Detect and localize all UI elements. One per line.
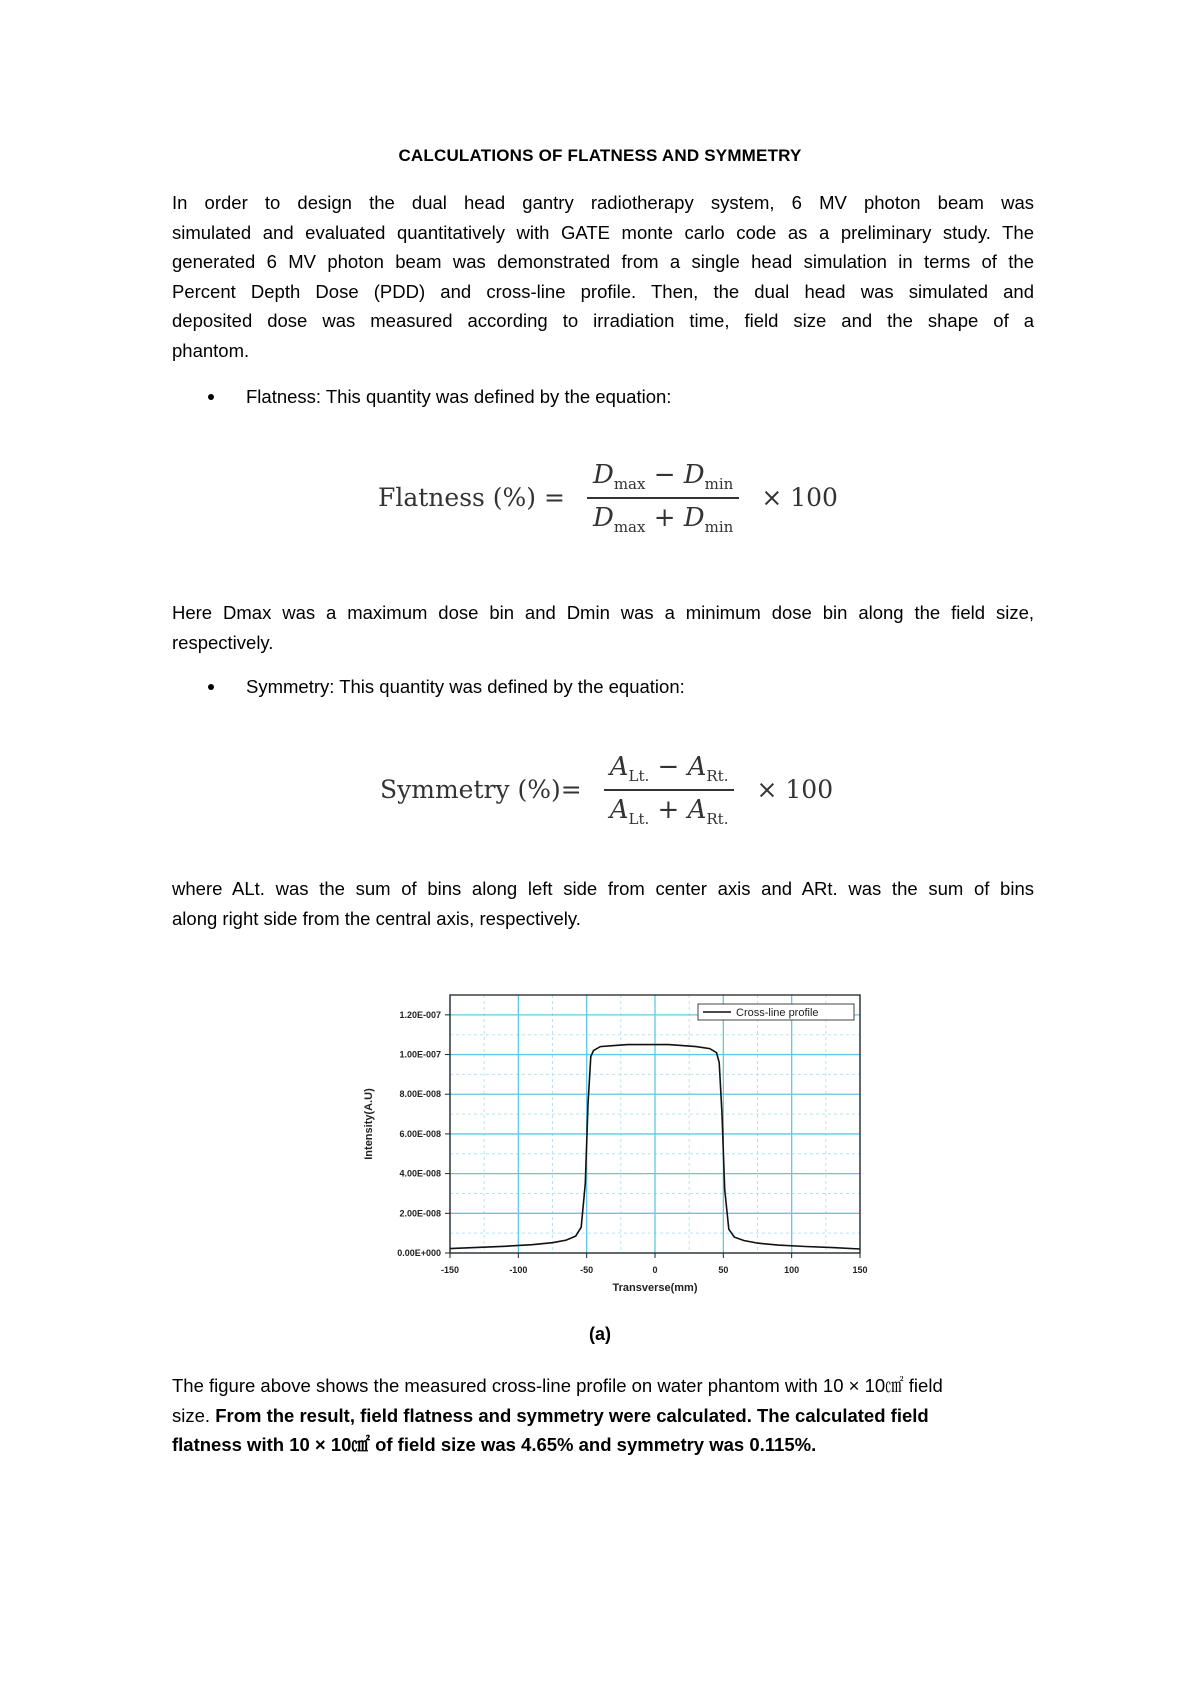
x-tick-label: 50 [718,1265,729,1275]
symmetry-note-line: along right side from the central axis, respectively. [172,907,581,929]
conclusion-paragraph [172,1371,1034,1460]
conclusion-line: flatness with 10 × 10㎠ of field size was 4.65% and symmetry was 0.115%. [172,1434,817,1456]
figure-caption: (a) [589,1324,611,1344]
symmetry-eq-fraction [604,752,735,828]
flatness-note-line: respectively. [172,631,274,653]
x-axis-label: Transverse(mm) [612,1282,698,1294]
intro-line: In order to design the dual head gantry radiotherapy system, 6 MV photon beam was [172,192,1034,213]
fraction-bar [587,497,739,499]
y-tick-label: 4.00E-008 [399,1168,441,1179]
flatness-bullet [172,386,671,408]
x-tick-label: -150 [440,1265,460,1275]
y-axis-label: Intensity(A.U) [363,1088,375,1160]
y-tick-label: 8.00E-008 [399,1089,441,1100]
flatness-note-line: Here Dmax was a maximum dose bin and Dmin was a minimum dose bin along the field size, [172,602,1034,623]
chart-svg [350,990,870,1320]
bullet-icon [208,684,214,690]
flatness-note [172,598,1034,657]
fraction-bar [604,789,735,791]
y-tick-label: 6.00E-008 [399,1128,441,1139]
intro-line: deposited dose was measured according to irradiation time, field size and the shape of a [172,310,1034,332]
symmetry-eq-lhs: Symmetry (%)= [380,775,582,805]
symmetry-note-line: where ALt. was the sum of bins along left side from center axis and ARt. was the sum of bins [172,878,1034,899]
symmetry-bullet-text: Symmetry: This quantity was defined by the equation: [246,676,685,697]
symmetry-eq-numerator: $A_{Lt.} - A_{Rt.}$ [609,752,729,786]
flatness-eq-multiplier: × 100 [761,483,838,513]
conclusion-line: size. From the result, field flatness and symmetry were calculated. The calculated field [172,1404,929,1426]
symmetry-equation [380,752,833,828]
legend-label: Cross-line profile [736,1007,819,1019]
symmetry-note [172,874,1034,933]
symmetry-eq-denominator: $A_{Lt.} + A_{Rt.}$ [609,794,729,828]
flatness-eq-numerator: $D_{max} - D_{min}$ [592,460,734,494]
conclusion-line: The figure above shows the measured cross-line profile on water phantom with 10 × 10㎠ field [172,1375,943,1396]
y-tick-label: 2.00E-008 [399,1208,441,1219]
symmetry-eq-multiplier: × 100 [756,775,834,805]
flatness-eq-lhs: Flatness (%) = [378,483,565,513]
x-tick-label: 0 [652,1265,658,1275]
flatness-bullet-text: Flatness: This quantity was defined by the equation: [246,386,672,407]
y-tick-label: 1.20E-007 [399,1009,441,1020]
y-tick-label: 0.00E+000 [397,1248,441,1258]
cross-line-profile-chart [350,990,870,1350]
flatness-equation [378,460,838,536]
x-tick-label: -100 [509,1265,528,1275]
intro-line: Percent Depth Dose (PDD) and cross-line profile. Then, the dual head was simulated and [172,280,1034,302]
symmetry-bullet [172,676,685,698]
y-tick-label: 1.00E-007 [399,1049,441,1060]
intro-paragraph [172,188,1034,366]
intro-line: phantom. [172,339,250,361]
flatness-eq-fraction [587,460,739,536]
page-title: CALCULATIONS OF FLATNESS AND SYMMETRY [398,146,802,165]
x-tick-label: 100 [784,1265,800,1275]
flatness-eq-denominator: $D_{max} + D_{min}$ [592,502,734,536]
bullet-icon [208,394,214,400]
intro-line: simulated and evaluated quantitatively with GATE monte carlo code as a preliminary study. The [172,221,1034,243]
intro-line: generated 6 MV photon beam was demonstrated from a single head simulation in terms of the [172,251,1034,273]
x-tick-label: -50 [580,1265,594,1275]
x-tick-label: 150 [852,1265,868,1275]
